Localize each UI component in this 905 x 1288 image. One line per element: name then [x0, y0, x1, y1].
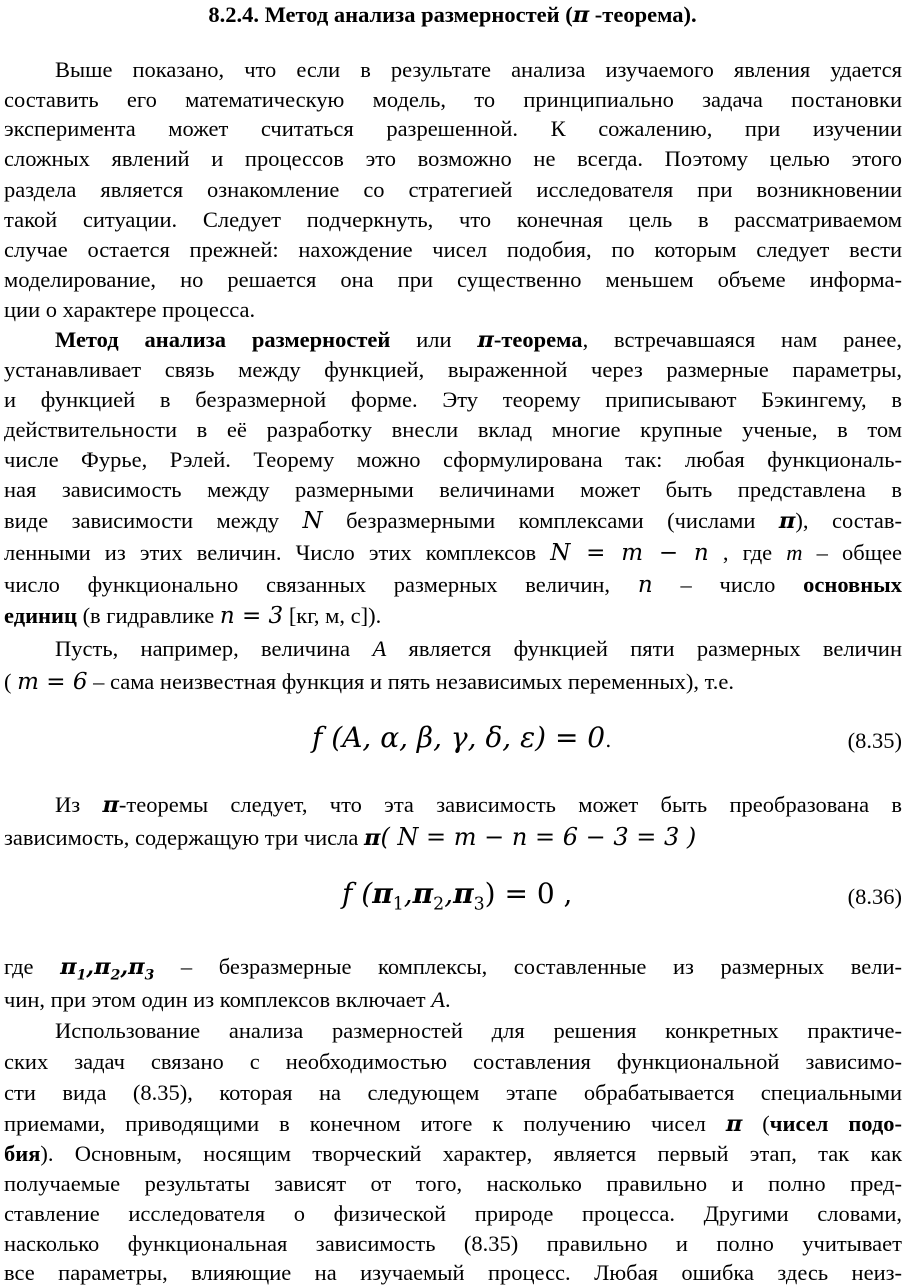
subscript: 2 [433, 894, 445, 915]
equation-8-36: f $(\pi_1,\pi_2,\pi_3) = 0$ , [342, 877, 573, 915]
section-title-pre: Метод анализа размерностей ( [264, 2, 573, 27]
p4-line-2 [4, 822, 902, 853]
text-span: ленными из этих величин. Число этих комплексов [4, 540, 551, 565]
equation-fn: f ( [342, 877, 373, 910]
pi-1-2-3-symbols: $\pi_1,\pi_2,\pi_3$ [60, 954, 155, 984]
math-n-equals-3: n = 3 [219, 603, 284, 629]
p2-line-1 [55, 325, 902, 355]
text-span: является функцией пяти размерных величин [386, 636, 902, 661]
text-span: (в гидравлике [76, 603, 220, 628]
math-m: m [786, 540, 803, 565]
p6-line-5 [4, 1139, 902, 1169]
p6-line: насколько функциональная зависимость (8.35) правильно и полно учитывает [4, 1231, 902, 1256]
text-span: ( [742, 1111, 770, 1136]
section-number: 8.2.4. [208, 2, 259, 27]
pi-symbol: π [102, 792, 119, 818]
pi-symbol: π [128, 954, 145, 980]
text-span: ). Основным, носящим творческий характер, является первый этап, так как [40, 1141, 902, 1166]
subscript: 3 [473, 894, 485, 915]
p2-line-8 [4, 538, 902, 568]
term-dimensional-analysis: Метод анализа размерностей [55, 327, 391, 352]
pi-symbol: π [453, 877, 474, 910]
p1-line: раздела является ознакомление со стратегией исследователя при возникновении [4, 177, 902, 202]
p1-line: составить его математическую модель, то принципиально задача постановки [4, 87, 902, 112]
p1-line: ции о характере процесса. [4, 297, 256, 322]
math-N-equals-m-minus-n: N = m − n [550, 540, 709, 566]
p2-line: ная зависимость между размерными величинами может быть представлена в [4, 477, 902, 502]
section-title-post: -теорема). [589, 2, 697, 27]
text-span: ), состав- [795, 508, 902, 533]
pi-symbol: π [372, 877, 393, 910]
text-span: – сама неизвестная функция и пять независимых переменных), т.е. [87, 669, 734, 694]
pi-symbol: π [94, 954, 111, 980]
p1-line: такой ситуации. Следует подчеркнуть, что конечная цель в рассматриваемом [4, 207, 902, 232]
pi-symbol: π [412, 877, 434, 910]
pi-symbol: π [477, 327, 494, 353]
text-span: – общее [802, 540, 902, 565]
equation-dot: . [605, 728, 612, 752]
p2-line-10 [4, 601, 902, 631]
text-span: -теоремы следует, что эта зависимость может быть преобразована в [118, 792, 902, 817]
pi-symbol: π [725, 1111, 743, 1137]
p2-line: действительности в её разработку внесли вклад многие крупные ученые, в том [4, 417, 902, 442]
text-span: виде зависимости между [4, 508, 303, 533]
p1-line: случае остается прежней: нахождение чисел подобия, по которым следует вести [4, 237, 902, 262]
equation-tail: ) = 0 , [484, 877, 573, 910]
p1-line: моделирование, но решается она при существенно меньшем объеме информа- [4, 267, 902, 292]
section-heading [0, 0, 905, 30]
term-base-units: основных [803, 572, 902, 597]
term-units: единиц [4, 603, 77, 628]
pi-symbol: π [778, 508, 796, 534]
subscript: 1 [392, 894, 404, 915]
p3-line-1 [55, 634, 902, 664]
text-span: зависимость, содержащую три числа [4, 825, 364, 850]
text-span: , где [708, 540, 787, 565]
p2-line-7 [4, 506, 902, 536]
p6-line-4 [4, 1109, 902, 1139]
p5-line-2 [4, 985, 902, 1015]
term-similarity-numbers-end: бия [4, 1141, 41, 1166]
p6-line: Использование анализа размерностей для решения конкретных практиче- [55, 1018, 902, 1043]
text-span: или [390, 327, 478, 352]
text-span: приемами, приводящими в конечном итоге к получению чисел [4, 1111, 726, 1136]
p1-line: эксперимента может считаться разрешенной. К сожалению, при изучении [4, 116, 902, 141]
text-span: [кг, м, с]). [283, 603, 382, 628]
p2-line: устанавливает связь между функцией, выраженной через размерные параметры, [4, 357, 902, 382]
text-span: число функционально связанных размерных величин, [4, 572, 638, 597]
text-span: где [4, 954, 61, 979]
p6-line: ставление исследователя о физической природе процесса. Другими словами, [4, 1201, 902, 1226]
p2-line: и функцией в безразмерной форме. Эту теорему приписывают Бэкингему, в [4, 387, 902, 412]
p6-line: ских задач связано с необходимостью составления функциональной зависимо- [4, 1049, 902, 1074]
text-span: – число [652, 572, 804, 597]
equation-number: (8.36) [847, 884, 902, 909]
text-span: чин, при этом один из комплексов включает [4, 987, 432, 1012]
math-N: N [302, 508, 323, 534]
pi-symbol: π [363, 825, 381, 851]
p1-line: сложных явлений и процессов это возможно не всегда. Поэтому целью этого [4, 146, 902, 171]
pi-symbol: π [60, 954, 77, 980]
text-span: Пусть, например, величина [55, 636, 373, 661]
equation-formula: f (A, α, β, γ, δ, ε) = 0 [312, 721, 606, 754]
p4-line-1 [55, 790, 902, 820]
p1-line: Выше показано, что если в результате анализа изучаемого явления удается [55, 57, 902, 82]
p6-line: получаемые результаты зависят от того, насколько правильно и полно пред- [4, 1171, 902, 1196]
text-span: Из [55, 792, 103, 817]
text-span: ( [4, 669, 18, 694]
math-A: A [431, 987, 445, 1012]
text-span: , встречавшаяся нам ранее, [582, 327, 903, 352]
p3-line-2 [4, 667, 902, 697]
math-m-equals-6: m = 6 [17, 669, 88, 695]
math-n: n [637, 572, 653, 598]
pi-symbol: π [572, 2, 590, 28]
text-span: – безразмерные комплексы, составленные из размерных вели- [154, 954, 902, 979]
math-N-equation: ( N = m − n = 6 − 3 = 3 ) [380, 823, 697, 851]
text-span: . [445, 987, 451, 1012]
text-span: безразмерными комплексами (числами [322, 508, 779, 533]
term-similarity-numbers: чисел подо- [769, 1111, 903, 1136]
equation-8-35 [312, 720, 611, 758]
math-A: A [372, 636, 387, 661]
p6-line: сти вида (8.35), которая на следующем этапе обрабатывается специальными [4, 1080, 902, 1105]
term-pi-theorem: -теорема [493, 327, 583, 352]
p2-line-9 [4, 570, 902, 600]
p2-line: числе Фурье, Рэлей. Теорему можно сформулирована так: любая функциональ- [4, 447, 902, 472]
p6-line: все параметры, влияющие на изучаемый процесс. Любая ошибка здесь неиз- [4, 1260, 902, 1285]
equation-number: (8.35) [847, 728, 902, 753]
